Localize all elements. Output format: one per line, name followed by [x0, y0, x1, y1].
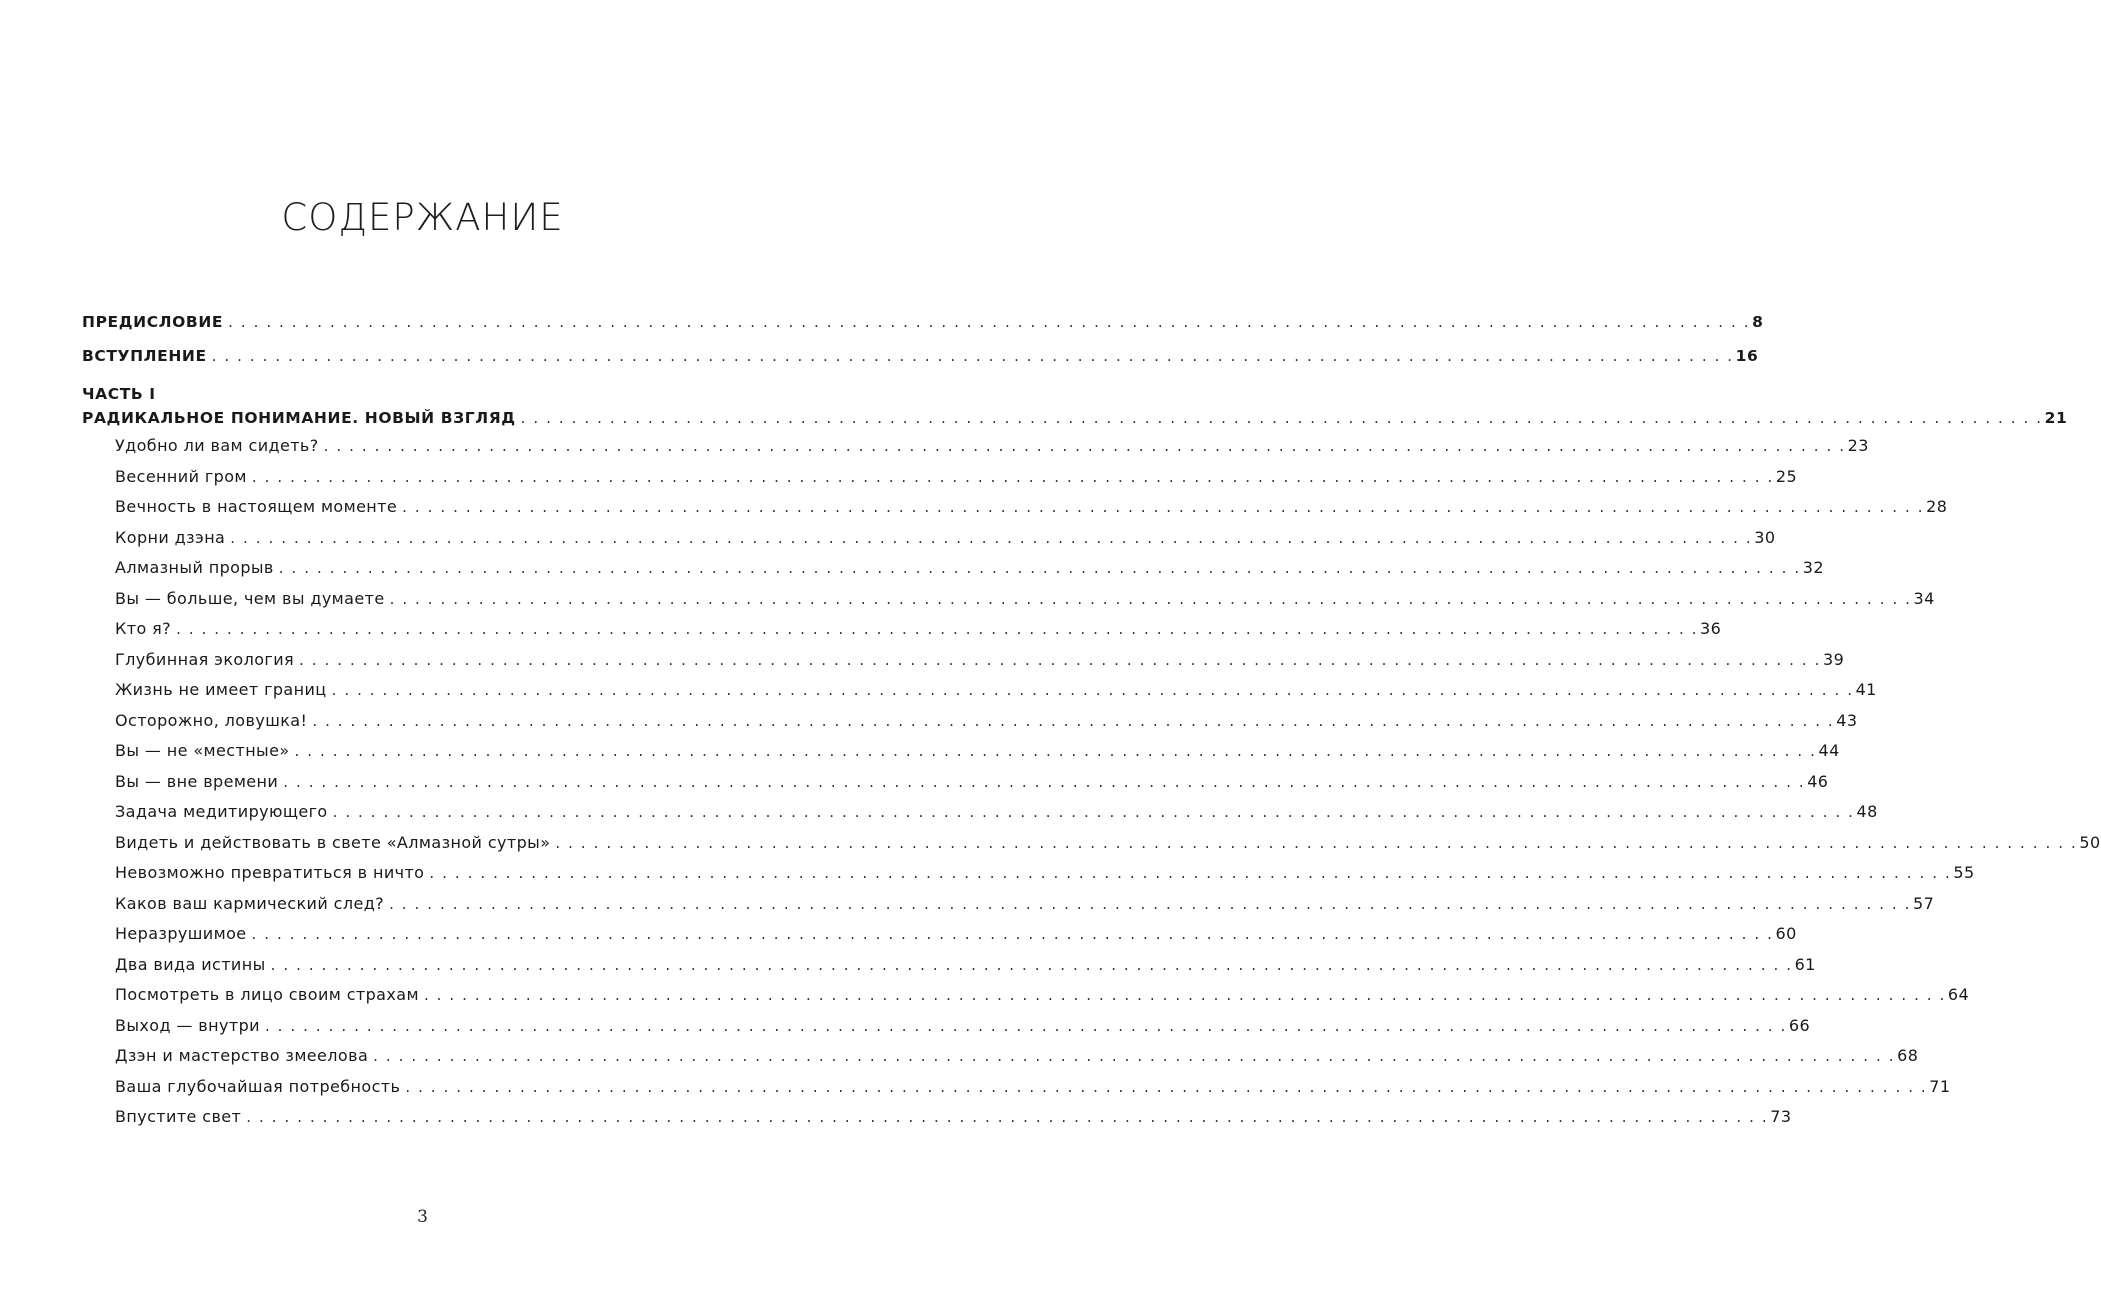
dot-leader: . . . . . . . . . . . . . . . . . . . . . . . . . . . . . . . . . . . . . . . . . . . . . . . . . . . . . . . . . . . . . . . . . . . . . . . . . . . . . . . . . . . . . . . . . . . . . . . . . . . . . . . . . . . . . . . . . . . . . . . . — [331, 681, 1854, 699]
toc-entry-page: 16 — [1735, 347, 1759, 365]
toc-entry-label: Весенний гром — [115, 466, 247, 486]
toc-entry-page: 8 — [1752, 313, 1764, 331]
toc-entry-page: 39 — [1823, 649, 1845, 669]
toc-entry-chapter[interactable] — [82, 645, 1845, 676]
toc-entry-label: Видеть и действовать в свете «Алмазной сутры» — [115, 832, 551, 852]
toc-entry-label: Каков ваш кармический след? — [115, 893, 385, 913]
toc-entry-chapter[interactable] — [82, 1102, 1792, 1133]
toc-entry-introduction[interactable] — [82, 343, 1759, 369]
toc-entry-page: 48 — [1856, 802, 1878, 821]
toc-entry-chapter[interactable] — [82, 431, 1869, 462]
toc-entry-chapter[interactable] — [82, 553, 1824, 584]
dot-leader: . . . . . . . . . . . . . . . . . . . . . . . . . . . . . . . . . . . . . . . . . . . . . . . . . . . . . . . . . . . . . . . . . . . . . . . . . . . . . . . . . . . . . . . . . . . . . . . . . . . . . . . . . . . . . . . . . . . . . . . . — [283, 772, 1806, 791]
toc-entry-page: 66 — [1788, 1015, 1811, 1035]
dot-leader: . . . . . . . . . . . . . . . . . . . . . . . . . . . . . . . . . . . . . . . . . . . . . . . . . . . . . . . . . . . . . . . . . . . . . . . . . . . . . . . . . . . . . . . . . . . . . . . . . . . . . . . . . . . . . . . . . . . . . . . . — [332, 803, 1855, 821]
toc-entry-page: 44 — [1818, 741, 1840, 760]
toc-entry-page: 25 — [1775, 466, 1798, 486]
dot-leader: . . . . . . . . . . . . . . . . . . . . . . . . . . . . . . . . . . . . . . . . . . . . . . . . . . . . . . . . . . . . . . . . . . . . . . . . . . . . . . . . . . . . . . . . . . . . . . . . . . . . . . . . . . . . . . . . . . . . . . . . — [251, 467, 1774, 486]
toc-entry-label: Дзэн и мастерство змеелова — [115, 1046, 369, 1065]
toc-entry-label: ПРЕДИСЛОВИЕ — [82, 313, 224, 331]
toc-entry-chapter[interactable] — [82, 828, 2101, 859]
dot-leader: . . . . . . . . . . . . . . . . . . . . . . . . . . . . . . . . . . . . . . . . . . . . . . . . . . . . . . . . . . . . . . . . . . . . . . . . . . . . . . . . . . . . . . . . . . . . . . . . . . . . . . . . . . . . . . . . . . . . . . . . — [389, 589, 1912, 608]
toc-entry-chapter[interactable] — [82, 980, 1970, 1011]
toc-entry-label: РАДИКАЛЬНОЕ ПОНИМАНИЕ. НОВЫЙ ВЗГЛЯД — [82, 409, 516, 427]
toc-entry-label: Посмотреть в лицо своим страхам — [115, 985, 419, 1004]
toc-entry-chapter[interactable] — [82, 858, 1975, 889]
toc-entry-chapter[interactable] — [82, 767, 1829, 798]
toc-entry-label: Удобно ли вам сидеть? — [115, 436, 319, 455]
dot-leader: . . . . . . . . . . . . . . . . . . . . . . . . . . . . . . . . . . . . . . . . . . . . . . . . . . . . . . . . . . . . . . . . . . . . . . . . . . . . . . . . . . . . . . . . . . . . . . . . . . . . . . . . . . . . . . . . . . . . . . . . — [323, 437, 1846, 455]
toc-entry-page: 71 — [1929, 1076, 1951, 1096]
dot-leader: . . . . . . . . . . . . . . . . . . . . . . . . . . . . . . . . . . . . . . . . . . . . . . . . . . . . . . . . . . . . . . . . . . . . . . . . . . . . . . . . . . . . . . . . . . . . . . . . . . . . . . . . . . . . . . . . . . . . . . . . — [228, 313, 1751, 331]
dot-leader: . . . . . . . . . . . . . . . . . . . . . . . . . . . . . . . . . . . . . . . . . . . . . . . . . . . . . . . . . . . . . . . . . . . . . . . . . . . . . . . . . . . . . . . . . . . . . . . . . . . . . . . . . . . . . . . . . . . . . . . . — [246, 1108, 1769, 1126]
toc-entry-chapter[interactable] — [82, 584, 1935, 615]
dot-leader: . . . . . . . . . . . . . . . . . . . . . . . . . . . . . . . . . . . . . . . . . . . . . . . . . . . . . . . . . . . . . . . . . . . . . . . . . . . . . . . . . . . . . . . . . . . . . . . . . . . . . . . . . . . . . . . . . . . . . . . . — [373, 1047, 1896, 1065]
toc-entry-label: Ваша глубочайшая потребность — [115, 1076, 401, 1096]
toc-entry-label: Корни дзэна — [115, 527, 226, 547]
toc-entry-label: Вы — не «местные» — [115, 741, 290, 760]
toc-entry-page: 23 — [1847, 436, 1869, 455]
part-number: ЧАСТЬ I — [82, 385, 156, 403]
toc-entry-part-title[interactable] — [82, 405, 2068, 431]
toc-entry-label: Выход — внутри — [115, 1015, 260, 1035]
dot-leader: . . . . . . . . . . . . . . . . . . . . . . . . . . . . . . . . . . . . . . . . . . . . . . . . . . . . . . . . . . . . . . . . . . . . . . . . . . . . . . . . . . . . . . . . . . . . . . . . . . . . . . . . . . . . . . . . . . . . . . . . — [402, 498, 1925, 516]
dot-leader: . . . . . . . . . . . . . . . . . . . . . . . . . . . . . . . . . . . . . . . . . . . . . . . . . . . . . . . . . . . . . . . . . . . . . . . . . . . . . . . . . . . . . . . . . . . . . . . . . . . . . . . . . . . . . . . . . . . . . . . . — [405, 1077, 1928, 1096]
page-title: СОДЕРЖАНИЕ — [281, 196, 564, 239]
toc-entry-page: 73 — [1770, 1107, 1792, 1126]
toc-entry-page: 21 — [2044, 409, 2068, 427]
toc-entry-page: 41 — [1855, 680, 1877, 699]
dot-leader: . . . . . . . . . . . . . . . . . . . . . . . . . . . . . . . . . . . . . . . . . . . . . . . . . . . . . . . . . . . . . . . . . . . . . . . . . . . . . . . . . . . . . . . . . . . . . . . . . . . . . . . . . . . . . . . . . . . . . . . . — [555, 833, 2078, 852]
dot-leader: . . . . . . . . . . . . . . . . . . . . . . . . . . . . . . . . . . . . . . . . . . . . . . . . . . . . . . . . . . . . . . . . . . . . . . . . . . . . . . . . . . . . . . . . . . . . . . . . . . . . . . . . . . . . . . . . . . . . . . . . — [312, 711, 1835, 730]
toc-entry-chapter[interactable] — [82, 462, 1798, 493]
toc-entry-label: Кто я? — [115, 619, 172, 638]
toc-entry-label: Вечность в настоящем моменте — [115, 497, 398, 516]
toc-entry-page: 64 — [1947, 985, 1970, 1004]
toc-entry-label: Вы — вне времени — [115, 771, 279, 791]
toc-entry-label: Впустите свет — [115, 1107, 242, 1126]
toc-entry-page: 50 — [2079, 832, 2101, 852]
dot-leader: . . . . . . . . . . . . . . . . . . . . . . . . . . . . . . . . . . . . . . . . . . . . . . . . . . . . . . . . . . . . . . . . . . . . . . . . . . . . . . . . . . . . . . . . . . . . . . . . . . . . . . . . . . . . . . . . . . . . . . . . — [278, 559, 1801, 577]
dot-leader: . . . . . . . . . . . . . . . . . . . . . . . . . . . . . . . . . . . . . . . . . . . . . . . . . . . . . . . . . . . . . . . . . . . . . . . . . . . . . . . . . . . . . . . . . . . . . . . . . . . . . . . . . . . . . . . . . . . . . . . . — [230, 528, 1753, 547]
toc-entry-page: 30 — [1754, 527, 1776, 547]
toc-entry-chapter[interactable] — [82, 492, 1948, 523]
toc-entry-chapter[interactable] — [82, 1072, 1951, 1103]
toc-entry-page: 43 — [1836, 710, 1858, 730]
toc-entry-page: 34 — [1913, 588, 1935, 608]
toc-entry-chapter[interactable] — [82, 614, 1722, 645]
dot-leader: . . . . . . . . . . . . . . . . . . . . . . . . . . . . . . . . . . . . . . . . . . . . . . . . . . . . . . . . . . . . . . . . . . . . . . . . . . . . . . . . . . . . . . . . . . . . . . . . . . . . . . . . . . . . . . . . . . . . . . . . — [270, 955, 1793, 974]
chapter-list — [82, 431, 2101, 1133]
toc-entry-page: 46 — [1807, 771, 1829, 791]
page-number: 3 — [417, 1207, 428, 1227]
toc-entry-label: Алмазный прорыв — [115, 558, 274, 577]
dot-leader: . . . . . . . . . . . . . . . . . . . . . . . . . . . . . . . . . . . . . . . . . . . . . . . . . . . . . . . . . . . . . . . . . . . . . . . . . . . . . . . . . . . . . . . . . . . . . . . . . . . . . . . . . . . . . . . . . . . . . . . . — [299, 650, 1822, 669]
dot-leader: . . . . . . . . . . . . . . . . . . . . . . . . . . . . . . . . . . . . . . . . . . . . . . . . . . . . . . . . . . . . . . . . . . . . . . . . . . . . . . . . . . . . . . . . . . . . . . . . . . . . . . . . . . . . . . . . . . . . . . . . — [211, 347, 1734, 365]
dot-leader: . . . . . . . . . . . . . . . . . . . . . . . . . . . . . . . . . . . . . . . . . . . . . . . . . . . . . . . . . . . . . . . . . . . . . . . . . . . . . . . . . . . . . . . . . . . . . . . . . . . . . . . . . . . . . . . . . . . . . . . . — [294, 742, 1817, 760]
dot-leader: . . . . . . . . . . . . . . . . . . . . . . . . . . . . . . . . . . . . . . . . . . . . . . . . . . . . . . . . . . . . . . . . . . . . . . . . . . . . . . . . . . . . . . . . . . . . . . . . . . . . . . . . . . . . . . . . . . . . . . . . — [176, 620, 1699, 638]
toc-entry-label: Глубинная экология — [115, 649, 295, 669]
toc-entry-chapter[interactable] — [82, 1041, 1919, 1072]
toc-entry-chapter[interactable] — [82, 675, 1877, 706]
toc-entry-chapter[interactable] — [82, 1011, 1811, 1042]
toc-entry-page: 57 — [1913, 893, 1935, 913]
toc-entry-label: Неразрушимое — [115, 924, 247, 943]
dot-leader: . . . . . . . . . . . . . . . . . . . . . . . . . . . . . . . . . . . . . . . . . . . . . . . . . . . . . . . . . . . . . . . . . . . . . . . . . . . . . . . . . . . . . . . . . . . . . . . . . . . . . . . . . . . . . . . . . . . . . . . . — [251, 925, 1774, 943]
toc-entry-label: Невозможно превратиться в ничто — [115, 863, 425, 882]
toc-entry-chapter[interactable] — [82, 797, 1878, 828]
toc-entry-page: 36 — [1700, 619, 1722, 638]
dot-leader: . . . . . . . . . . . . . . . . . . . . . . . . . . . . . . . . . . . . . . . . . . . . . . . . . . . . . . . . . . . . . . . . . . . . . . . . . . . . . . . . . . . . . . . . . . . . . . . . . . . . . . . . . . . . . . . . . . . . . . . . — [264, 1016, 1787, 1035]
toc-entry-page: 68 — [1897, 1046, 1919, 1065]
toc-entry-chapter[interactable] — [82, 919, 1797, 950]
dot-leader: . . . . . . . . . . . . . . . . . . . . . . . . . . . . . . . . . . . . . . . . . . . . . . . . . . . . . . . . . . . . . . . . . . . . . . . . . . . . . . . . . . . . . . . . . . . . . . . . . . . . . . . . . . . . . . . . . . . . . . . . — [429, 864, 1952, 882]
toc-entry-label: Жизнь не имеет границ — [115, 680, 327, 699]
toc-entry-chapter[interactable] — [82, 889, 1935, 920]
toc-entry-page: 32 — [1802, 558, 1824, 577]
toc-entry-chapter[interactable] — [82, 950, 1816, 981]
toc-entry-page: 55 — [1953, 863, 1975, 882]
toc-entry-label: Осторожно, ловушка! — [115, 710, 308, 730]
table-of-contents — [82, 309, 2101, 1133]
dot-leader: . . . . . . . . . . . . . . . . . . . . . . . . . . . . . . . . . . . . . . . . . . . . . . . . . . . . . . . . . . . . . . . . . . . . . . . . . . . . . . . . . . . . . . . . . . . . . . . . . . . . . . . . . . . . . . . . . . . . . . . . — [389, 894, 1912, 913]
toc-entry-chapter[interactable] — [82, 706, 1858, 737]
dot-leader: . . . . . . . . . . . . . . . . . . . . . . . . . . . . . . . . . . . . . . . . . . . . . . . . . . . . . . . . . . . . . . . . . . . . . . . . . . . . . . . . . . . . . . . . . . . . . . . . . . . . . . . . . . . . . . . . . . . . . . . . — [423, 986, 1946, 1004]
toc-entry-page: 60 — [1775, 924, 1797, 943]
toc-entry-page: 61 — [1794, 954, 1816, 974]
toc-entry-page: 28 — [1926, 497, 1948, 516]
toc-entry-label: ВСТУПЛЕНИЕ — [82, 347, 207, 365]
dot-leader: . . . . . . . . . . . . . . . . . . . . . . . . . . . . . . . . . . . . . . . . . . . . . . . . . . . . . . . . . . . . . . . . . . . . . . . . . . . . . . . . . . . . . . . . . . . . . . . . . . . . . . . . . . . . . . . . . . . . . . . . — [520, 409, 2043, 427]
toc-entry-label: Задача медитирующего — [115, 802, 328, 821]
toc-entry-chapter[interactable] — [82, 736, 1840, 767]
toc-entry-chapter[interactable] — [82, 523, 1776, 554]
toc-entry-label: Два вида истины — [115, 954, 266, 974]
toc-entry-label: Вы — больше, чем вы думаете — [115, 588, 385, 608]
toc-entry-preface[interactable] — [82, 309, 1764, 335]
